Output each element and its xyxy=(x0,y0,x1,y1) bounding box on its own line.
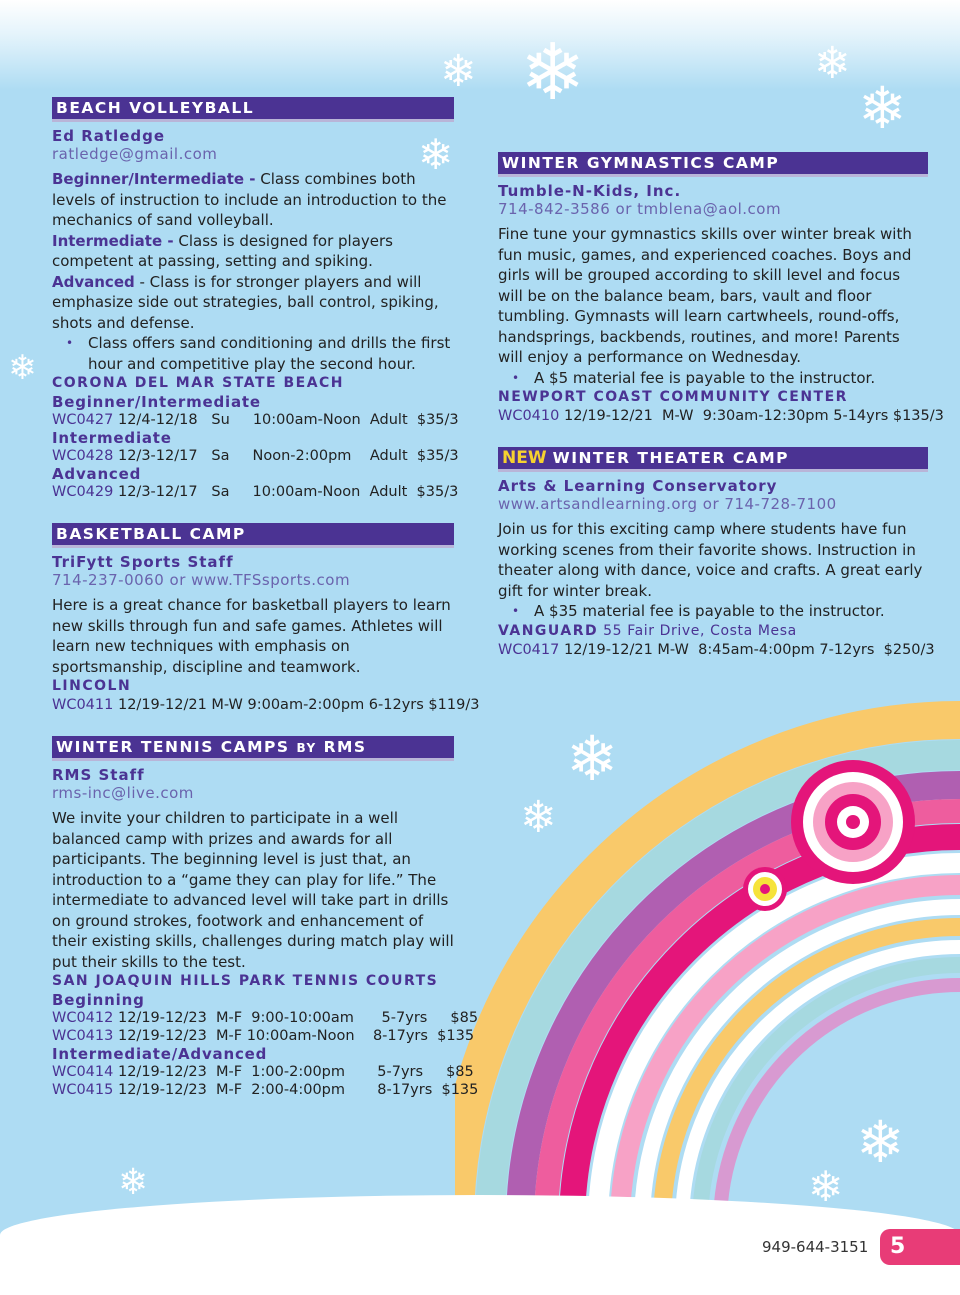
target-circle-large xyxy=(791,760,915,884)
session-row xyxy=(52,447,459,465)
location-name: LINCOLN xyxy=(52,678,132,694)
level-text: - Class is for stronger players and will emphasize side out strategies, ball control, spiking, shots and defense. xyxy=(52,272,439,332)
session-level: Beginner/Intermediate xyxy=(52,393,261,411)
left-column xyxy=(52,97,480,1099)
course-code: WC0413 xyxy=(52,1028,114,1044)
session-details: 12/19-12/23 M-F 2:00-4:00pm 8-17yrs $135 xyxy=(113,1082,479,1098)
level-text: Class is designed for players competent at passing, setting and spiking. xyxy=(52,231,393,270)
bullet-list xyxy=(52,333,454,374)
session-details: 12/19-12/21 M-W 9:30am-12:30pm 5-14yrs $135/3 xyxy=(559,408,944,424)
snowflake-icon: ❄ xyxy=(814,38,851,89)
section-header: BASKETBALL CAMP xyxy=(52,523,454,548)
description: Join us for this exciting camp where students have fun working scenes from their favorite shows. Instruction in theater along with dance, voice and crafts. A great early gift for winter break. xyxy=(498,520,923,600)
course-code: WC0411 xyxy=(52,697,114,713)
level-name: Intermediate - xyxy=(52,231,174,250)
bullet-item: • A $35 material fee is payable to the instructor. xyxy=(534,601,928,622)
snowflake-icon: ❄ xyxy=(858,74,907,142)
instructor-name: Ed Ratledge xyxy=(52,127,166,145)
snowflake-icon: ❄ xyxy=(856,1108,905,1176)
snowflake-icon: ❄ xyxy=(418,130,454,179)
course-code: WC0410 xyxy=(498,408,560,424)
spacer xyxy=(498,425,928,447)
instructor-name: TriFytt Sports Staff xyxy=(52,553,234,571)
course-code: WC0414 xyxy=(52,1064,114,1080)
session-details: 12/4-12/18 Su 10:00am-Noon Adult $35/3 xyxy=(113,412,459,428)
description: Here is a great chance for basketball players to learn new skills through fun and safe games. Athletes will learn new techniques with emphasis on sportsmanship, discipline and teamwork. xyxy=(52,596,451,676)
level-name: Advanced xyxy=(52,272,135,291)
location-title: VANGUARD xyxy=(498,622,599,639)
instructor-contact[interactable]: ratledge@gmail.com xyxy=(52,145,218,163)
bullet-item: • Class offers sand conditioning and drills the first hour and competitive play the second hour. xyxy=(88,333,454,374)
course-code: WC0415 xyxy=(52,1082,114,1098)
header-org: RMS xyxy=(316,738,367,756)
instructor-name: Tumble-N-Kids, Inc. xyxy=(498,182,682,200)
course-code: WC0412 xyxy=(52,1010,114,1026)
spacer xyxy=(52,714,454,736)
beach-volleyball-section xyxy=(52,97,459,501)
gymnastics-camp-section xyxy=(498,152,944,425)
session-row xyxy=(498,641,935,659)
level-name: Beginner/Intermediate - xyxy=(52,170,256,188)
header-title: WINTER THEATER CAMP xyxy=(552,449,789,467)
level-description xyxy=(52,169,454,231)
location-name: SAN JOAQUIN HILLS PARK TENNIS COURTS xyxy=(52,973,439,989)
session-row xyxy=(498,407,944,425)
section-header: BEACH VOLLEYBALL xyxy=(52,97,454,122)
location-name xyxy=(498,622,928,641)
tennis-camp-section xyxy=(52,736,479,1099)
spacer xyxy=(52,501,454,523)
snowflake-icon: ❄ xyxy=(118,1162,149,1203)
session-details: 12/19-12/23 M-F 1:00-2:00pm 5-7yrs $85 xyxy=(113,1064,474,1080)
session-row xyxy=(52,1009,479,1027)
snowflake-icon: ❄ xyxy=(566,722,618,795)
session-level: Intermediate/Advanced xyxy=(52,1045,268,1063)
level-description xyxy=(52,231,454,272)
session-level: Advanced xyxy=(52,465,142,483)
section-header xyxy=(498,447,928,472)
instructor-contact[interactable]: www.artsandlearning.org or 714-728-7100 xyxy=(498,495,837,513)
snowflake-icon: ❄ xyxy=(440,46,477,97)
course-code: WC0417 xyxy=(498,641,560,658)
session-details: 12/3-12/17 Sa 10:00am-Noon Adult $35/3 xyxy=(113,484,459,500)
session-row xyxy=(52,1081,479,1099)
page-number-tab: 5 xyxy=(880,1229,960,1265)
section-header xyxy=(52,736,454,761)
course-code: WC0429 xyxy=(52,484,114,500)
location-name: NEWPORT COAST COMMUNITY CENTER xyxy=(498,389,848,405)
level-text: Class combines both levels of instruction to include an introduction to the mechanics of sand volleyball. xyxy=(52,170,447,229)
session-details: 12/19-12/23 M-F 9:00-10:00am 5-7yrs $85 xyxy=(113,1010,479,1026)
header-title: WINTER TENNIS CAMPS xyxy=(56,738,297,756)
instructor-contact[interactable]: 714-237-0060 or www.TFSsports.com xyxy=(52,571,351,589)
session-row xyxy=(52,1063,474,1081)
description: We invite your children to participate in a well balanced camp with prizes and awards for all participants. The beginning level is just that, an introduction to a “game they can play for life.” The intermediate to advanced level will take part in drills on ground strokes, footwork and enhancement of their existing skills, challenges during match play will put their skills to the test. xyxy=(52,809,454,971)
section-header: WINTER GYMNASTICS CAMP xyxy=(498,152,928,177)
snowflake-icon: ❄ xyxy=(8,348,37,388)
location-name: CORONA DEL MAR STATE BEACH xyxy=(52,375,345,391)
bullet-list xyxy=(498,601,928,622)
new-badge: NEW xyxy=(502,448,547,468)
session-row xyxy=(52,411,459,429)
instructor-name: Arts & Learning Conservatory xyxy=(498,477,778,495)
target-circle-small xyxy=(743,867,787,911)
snowflake-icon: ❄ xyxy=(520,792,557,843)
instructor-contact[interactable]: 714-842-3586 or tmblena@aol.com xyxy=(498,200,782,218)
snowflake-icon: ❄ xyxy=(808,1162,844,1211)
rainbow-illustration xyxy=(455,665,960,1225)
description: Fine tune your gymnastics skills over winter break with fun music, games, and experienced coaches. Boys and girls will be grouped according to skill level and focus will be on the balance beam, bars, vault and floor tumbling. Gymnasts will learn cartwheels, round-offs, handsprings, backbends, routines, and more! Parents will enjoy a performance on Wednesday. xyxy=(498,225,912,366)
session-row xyxy=(52,696,480,714)
instructor-name: RMS Staff xyxy=(52,766,145,784)
session-level: Intermediate xyxy=(52,429,172,447)
right-column xyxy=(498,152,944,659)
snowflake-icon: ❄ xyxy=(520,28,586,118)
level-description xyxy=(52,272,454,334)
session-row xyxy=(52,1027,475,1045)
header-by: BY xyxy=(296,741,317,755)
session-details: 12/19-12/21 M-W 8:45am-4:00pm 7-12yrs $250/3 xyxy=(559,641,935,658)
instructor-contact[interactable]: rms-inc@live.com xyxy=(52,784,194,802)
location-address: 55 Fair Drive, Costa Mesa xyxy=(598,622,797,639)
theater-camp-section xyxy=(498,447,935,659)
course-code: WC0428 xyxy=(52,448,114,464)
session-row xyxy=(52,483,459,501)
footer-phone: 949-644-3151 xyxy=(762,1238,869,1256)
basketball-camp-section xyxy=(52,523,480,714)
session-details: 12/3-12/17 Sa Noon-2:00pm Adult $35/3 xyxy=(113,448,459,464)
course-code: WC0427 xyxy=(52,412,114,428)
session-details: 12/19-12/21 M-W 9:00am-2:00pm 6-12yrs $119/3 xyxy=(113,697,480,713)
session-details: 12/19-12/23 M-F 10:00am-Noon 8-17yrs $135 xyxy=(113,1028,475,1044)
session-level: Beginning xyxy=(52,991,145,1009)
bullet-list xyxy=(498,368,928,389)
bullet-item: • A $5 material fee is payable to the instructor. xyxy=(534,368,928,389)
